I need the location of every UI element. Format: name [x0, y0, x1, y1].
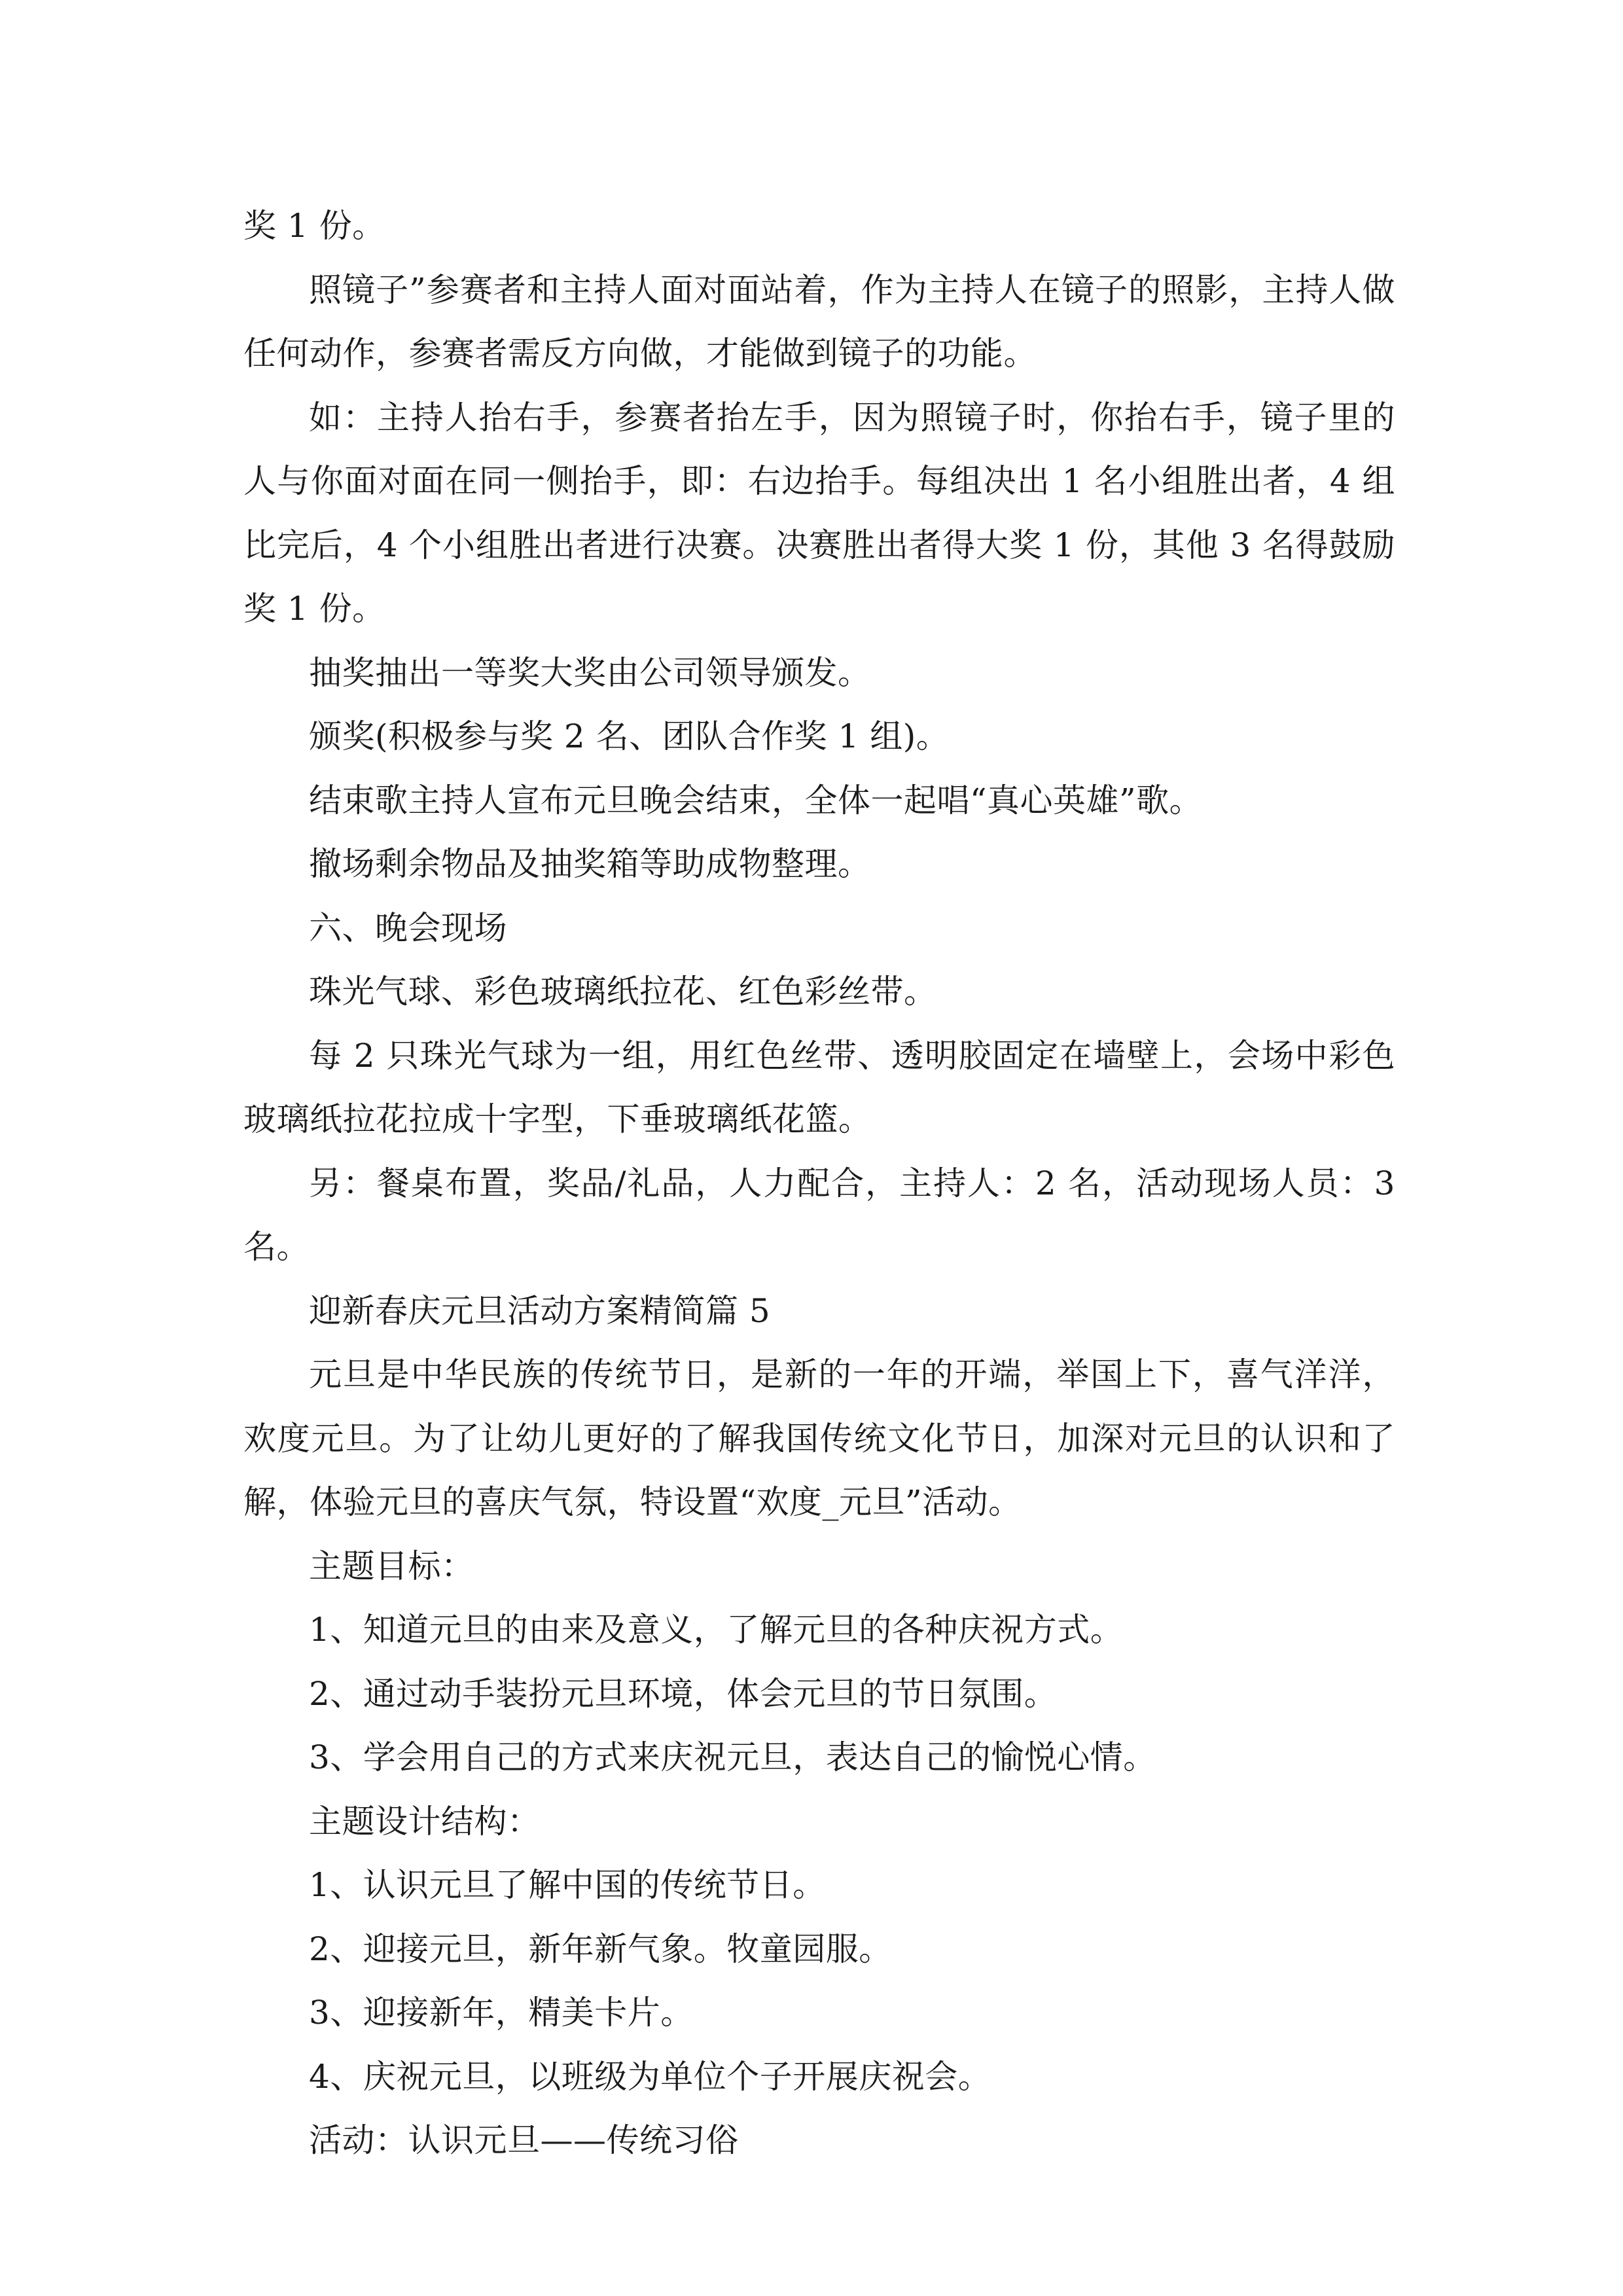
paragraph-9: 珠光气球、彩色玻璃纸拉花、红色彩丝带。	[309, 973, 937, 1011]
subheading-goals: 主题目标：	[309, 1547, 474, 1585]
paragraph-6: 结束歌主持人宣布元旦晚会结束，全体一起唱“真心英雄”歌。	[309, 781, 1203, 819]
goal-item-2: 2、通过动手装扮元旦环境，体会元旦的节日氛围。	[309, 1674, 1058, 1713]
paragraph-2: 照镜子”参赛者和主持人面对面站着，作为主持人在镜子的照影，主持人做任何动作，参赛者需反方向做，才能做到镜子的功能。	[243, 270, 1395, 372]
paragraph-1: 奖 1 份。	[243, 207, 385, 245]
activity-heading: 活动：认识元旦——传统习俗	[309, 2121, 739, 2159]
document-body	[243, 194, 1395, 2173]
paragraph-3: 如：主持人抬右手，参赛者抬左手，因为照镜子时，你抬右手，镜子里的人与你面对面在同一侧抬手，即：右边抬手。每组决出 1 名小组胜出者，4 组比完后，4 个小组胜出者进行决赛。决赛胜出者得大奖 1 份，其他 3 名得鼓励奖 1 份。	[243, 398, 1395, 628]
paragraph-7: 撤场剩余物品及抽奖箱等助成物整理。	[309, 845, 871, 883]
paragraph-5: 颁奖(积极参与奖 2 名、团队合作奖 1 组)。	[309, 717, 950, 755]
paragraph-4: 抽奖抽出一等奖大奖由公司领导颁发。	[309, 653, 871, 692]
goal-item-3: 3、学会用自己的方式来庆祝元旦，表达自己的愉悦心情。	[309, 1738, 1156, 1776]
paragraph-11: 另：餐桌布置，奖品/礼品，人力配合，主持人：2 名，活动现场人员：3 名。	[243, 1164, 1395, 1266]
paragraph-13: 元旦是中华民族的传统节日，是新的一年的开端，举国上下，喜气洋洋，欢度元旦。为了让幼儿更好的了解我国传统文化节日，加深对元旦的认识和了解，体验元旦的喜庆气氛，特设置“欢度_元旦”活动。	[243, 1355, 1395, 1521]
paragraph-10: 每 2 只珠光气球为一组，用红色丝带、透明胶固定在墙壁上，会场中彩色玻璃纸拉花拉成十字型，下垂玻璃纸花篮。	[243, 1036, 1395, 1138]
structure-item-3: 3、迎接新年，精美卡片。	[309, 1994, 694, 2032]
structure-item-4: 4、庆祝元旦，以班级为单位个子开展庆祝会。	[309, 2057, 991, 2096]
structure-item-1: 1、认识元旦了解中国的传统节日。	[309, 1866, 826, 1904]
goal-item-1: 1、知道元旦的由来及意义，了解元旦的各种庆祝方式。	[309, 1611, 1124, 1649]
section-heading-6: 六、晚会现场	[309, 908, 507, 947]
article-title: 迎新春庆元旦活动方案精简篇 5	[309, 1291, 771, 1330]
structure-item-2: 2、迎接元旦，新年新气象。牧童园服。	[309, 1929, 892, 1968]
subheading-structure: 主题设计结构：	[309, 1802, 541, 1840]
